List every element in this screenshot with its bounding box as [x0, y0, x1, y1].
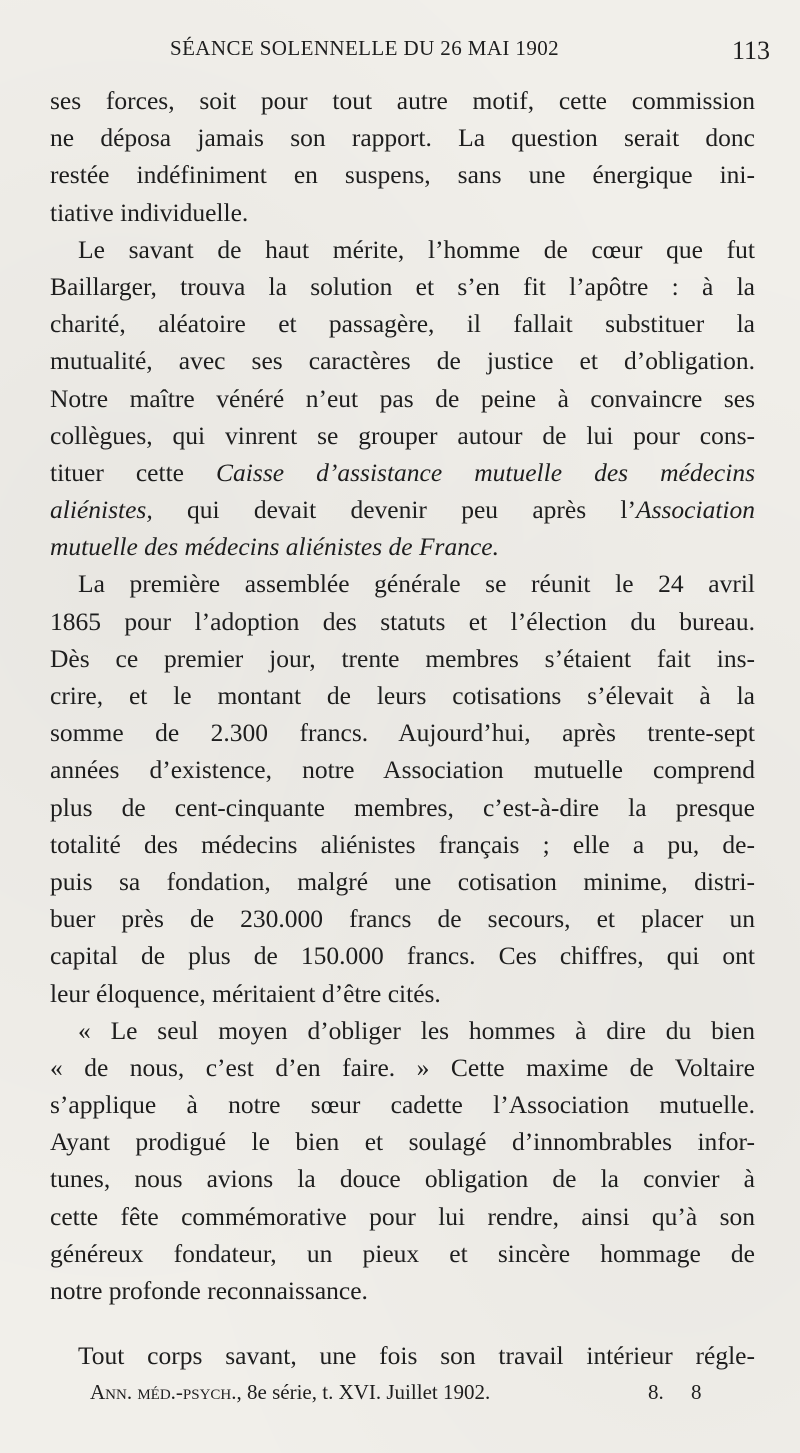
text-line — [50, 1235, 755, 1272]
text-span: « de nous, c’est d’en faire. » Cette maxime de Voltaire — [50, 1052, 755, 1082]
text-span: notre profonde reconnaissance. — [50, 1276, 368, 1305]
text-span: « Le seul moyen d’obliger les hommes à dire du bien — [78, 1015, 755, 1045]
text-line — [50, 677, 755, 714]
text-span: Dès ce premier jour, trente membres s’étaient fait ins- — [50, 643, 755, 673]
text-span: plus de cent-cinquante membres, c’est-à-dire la presque — [50, 792, 755, 822]
italic-text: Association — [636, 495, 755, 525]
text-line — [50, 714, 755, 751]
footer-source — [90, 1380, 490, 1405]
text-line — [50, 789, 755, 826]
text-span: années d’existence, notre Association mutuelle comprend — [50, 755, 755, 785]
body-text — [50, 82, 755, 1374]
italic-text: aliénistes, — [50, 495, 153, 525]
text-span: crire, et le montant de leurs cotisations s’élevait à la — [50, 681, 755, 710]
text-span: ses forces, soit pour tout autre motif, cette commission — [50, 86, 755, 115]
text-span: tituer cette — [50, 457, 217, 487]
text-line — [50, 1272, 755, 1309]
text-span: La première assemblée générale se réunit le 24 avril — [78, 569, 755, 599]
text-span: cette fête commémorative pour lui rendre, ainsi qu’à son — [50, 1201, 755, 1231]
text-line — [50, 603, 755, 640]
text-line — [50, 1049, 755, 1086]
text-span: collègues, qui vinrent se grouper autour de lui pour cons- — [50, 420, 755, 450]
text-line — [50, 1198, 755, 1235]
text-span: charité, aléatoire et passagère, il fallait substituer la — [50, 309, 755, 339]
text-span: capital de plus de 150.000 francs. Ces chiffres, qui ont — [50, 941, 755, 971]
text-span: s’applique à notre sœur cadette l’Association mutuelle. — [50, 1090, 755, 1120]
text-line — [50, 231, 755, 268]
text-span: qui devait devenir peu après l’ — [152, 495, 636, 525]
text-line — [50, 826, 755, 863]
text-span: Baillarger, trouva la solution et s’en fit l’apôtre : à la — [50, 271, 755, 301]
text-span: tunes, nous avions la douce obligation de la convier à — [50, 1164, 755, 1194]
text-line — [50, 119, 755, 156]
text-line — [50, 417, 755, 454]
text-line — [50, 268, 755, 305]
text-span: somme de 2.300 francs. Aujourd’hui, après trente-sept — [50, 718, 755, 748]
text-span: généreux fondateur, un pieux et sincère hommage de — [50, 1238, 755, 1268]
text-line — [50, 975, 755, 1012]
text-span: Ayant prodigué le bien et soulagé d’innombrables infor- — [50, 1127, 755, 1157]
text-span: Notre maître vénéré n’eut pas de peine à convaincre ses — [50, 383, 755, 413]
text-line — [50, 863, 755, 900]
text-span: 1865 pour l’adoption des statuts et l’élection du bureau. — [50, 606, 755, 636]
text-line — [50, 1337, 755, 1374]
text-span: tiative individuelle. — [50, 197, 249, 227]
footer-issue: , 8e série, t. XVI. Juillet 1902. — [236, 1380, 491, 1404]
text-line — [50, 454, 755, 491]
text-line — [50, 380, 755, 417]
text-line — [50, 305, 755, 342]
text-line — [50, 900, 755, 937]
text-span: restée indéfiniment en suspens, sans une énergique ini- — [50, 160, 755, 190]
text-line — [50, 491, 755, 528]
text-line — [50, 156, 755, 193]
text-line — [50, 640, 755, 677]
text-span: totalité des médecins aliénistes français ; elle a pu, de- — [50, 829, 755, 859]
text-line — [50, 528, 755, 565]
running-head — [0, 36, 800, 70]
footer-journal: Ann. méd.-psych. — [90, 1380, 237, 1404]
text-span: leur éloquence, méritaient d’être cités. — [50, 978, 441, 1008]
text-line — [50, 342, 755, 379]
text-line — [50, 194, 755, 231]
italic-text: Caisse d’assistance mutuelle des médecins — [216, 457, 755, 487]
text-line — [50, 1086, 755, 1123]
page-footer — [0, 1380, 800, 1410]
text-line — [50, 937, 755, 974]
text-line — [50, 1012, 755, 1049]
text-span: buer près de 230.000 francs de secours, et placer un — [50, 904, 755, 934]
text-span: Le savant de haut mérite, l’homme de cœur que fut — [78, 234, 755, 264]
text-line — [50, 1123, 755, 1160]
text-line — [50, 82, 755, 119]
text-line — [50, 1160, 755, 1197]
footer-signature-mark: 8. 8 — [648, 1380, 702, 1404]
page-number: 113 — [731, 36, 770, 65]
text-line — [50, 751, 755, 788]
text-span: ne déposa jamais son rapport. La question serait donc — [50, 123, 755, 153]
italic-text: mutuelle des médecins aliénistes de France. — [50, 532, 499, 562]
running-head-title: SÉANCE SOLENNELLE DU 26 MAI 1902 — [170, 36, 560, 60]
text-line — [50, 565, 755, 602]
text-span: puis sa fondation, malgré une cotisation minime, distri- — [50, 866, 755, 896]
text-span: Tout corps savant, une fois son travail intérieur régle- — [78, 1341, 755, 1371]
text-span: mutualité, avec ses caractères de justice et d’obligation. — [50, 346, 755, 376]
